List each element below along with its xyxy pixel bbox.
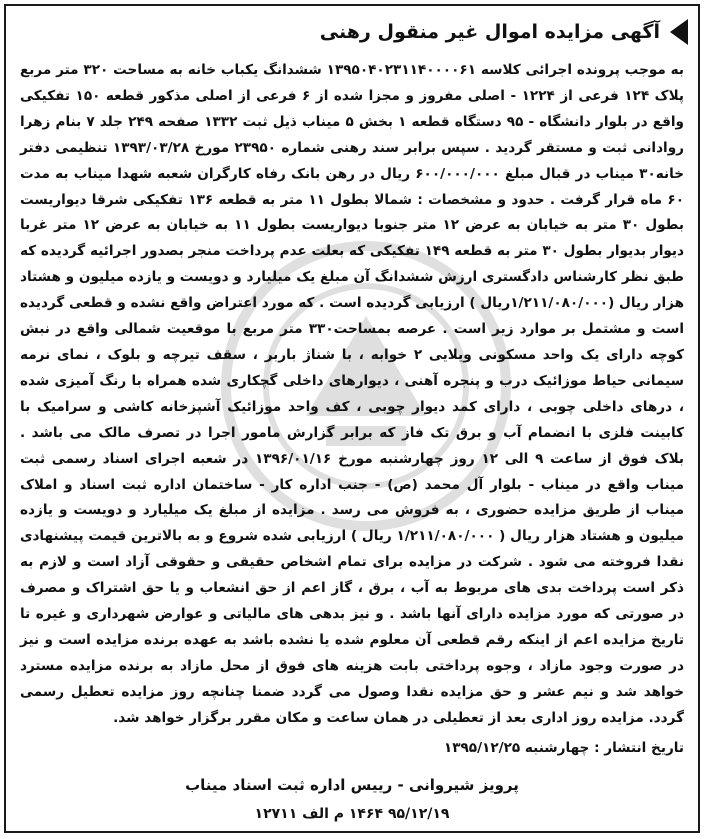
notice-title: آگهی مزایده اموال غیر منقول رهنی [319,21,660,43]
notice-body: به موجب پرونده اجرائی کلاسه ۱۳۹۵۰۴۰۲۳۱۱۴۰۰۰۰۶۱ ششدانگ یکباب خانه به مساحت ۳۲۰ متر مربع پلاک ۱۲۴ فرعی از ۱۲۲۴ - اصلی مفروز و مجزا شده از ۶ فرعی از اصلی مذکور قطعه ۱۵۰ تفکیکی واقع در بلوار دانشگاه - ۹۵ دستگاه قطعه ۱ بخش ۵ میناب ذیل ثبت ۱۳۳۲ صفحه ۲۴۹ جلد ۷ بنام زهرا روادانی ثبت و مستقر گردید . سپس برابر سند رهنی شماره ۲۳۹۵۰ مورخ ۱۳۹۳/۰۳/۲۸ تنظیمی دفتر خانه۳۰ میناب در قبال مبلغ ۶۰۰/۰۰۰/۰۰۰ ریال در رهن بانک رفاه کارگران شعبه شهدا میناب به مدت ۶۰ ماه قرار گرفت . حدود و مشخصات : شمالا بطول ۱۱ متر به قطعه ۱۳۶ تفکیکی شرقا دیواریست بطول ۳۰ متر به خیابان به عرض ۱۲ متر جنوبا دیواریست بطول ۱۱ به خیابان به عرض ۱۲ متر غربا دیوار بدیوار بطول ۳۰ متر به قطعه ۱۴۹ تفکیکی که بعلت عدم پرداخت منجر بصدور اجرائیه گردیده که طبق نظر کارشناس دادگستری ارزش ششدانگ آن مبلغ یک میلیارد و دویست و یازده میلیون و هشتاد هزار ریال (۱/۲۱۱/۰۸۰/۰۰۰ریال ) ارزیابی گردیده است . که مورد اعتراض واقع نشده و قطعی گردیده است و مشتمل بر موارد زیر است . عرصه بمساحت۳۳۰ متر مربع با موقعیت شمالی واقع در نبش کوچه دارای یک واحد مسکونی ویلایی ۲ خوابه ، با شناژ باربر ، سقف تیرچه و بلوک ، نمای نرمه سیمانی حیاط موزائیک درب و پنجره آهنی ، دیوارهای داخلی گچکاری شده همراه با رنگ آمیزی شده ، درهای داخلی چوبی ، دارای کمد دیوار چوبی ، کف واحد موزائیک آشپزخانه کاشی و سرامیک با کابینت فلزی با انضمام آب و برق تک فاز که برابر گزارش مامور اجرا در تصرف مالک می باشد . بلاک فوق از ساعت ۹ الی ۱۲ روز چهارشنبه مورخ ۱۳۹۶/۰۱/۱۶ در شعبه اجرای اسناد رسمی ثبت میناب واقع در میناب - بلوار آل محمد (ص) - جنب اداره کار - ساختمان اداره ثبت اسناد و املاک میناب از طریق مزایده حضوری ، به فروش می رسد . مزایده از مبلغ یک میلیارد و دویست و یازده میلیون و هشتاد هزار ریال ( ۱/۲۱۱/۰۸۰/۰۰۰ ریال ) ارزیابی شده شروع و به بالاترین قیمت پیشنهادی نقدا فروخته می شود . شرکت در مزایده برای تمام اشخاص حقیقی و حقوقی آزاد است و لازم به ذکر است پرداخت بدی های مربوط به آب ، برق ، گاز اعم از حق انشعاب و یا حق اشتراک و مصرف در صورتی که مورد مزایده دارای آنها باشد . و نیز بدهی های مالیاتی و عوارض شهرداری و غیره تا تاریخ مزایده اعم از اینکه رقم قطعی آن معلوم شده یا نشده باشد به عهده برنده مزایده است و نیز در صورت وجود مازاد ، وجوه پرداختی بابت هزینه های فوق از محل مازاد به برنده مزایده مسترد خواهد شد و نیم عشر و حق مزایده نقدا وصول می گردد ضمنا چنانچه روز مزایده تعطیل رسمی گردد. مزایده روز اداری بعد از تعطیلی در همان ساعت و مکان مقرر برگزار خواهد شد. [20,62,685,726]
reference-code: ۹۵/۱۲/۱۹ ۱۴۶۴ م الف ۱۲۷۱۱ [254,806,450,822]
notice-header [16,12,688,52]
arrow-left-icon [670,19,688,45]
notice-frame [4,4,700,833]
signature-line: پرویز شیروانی - رییس اداره ثبت اسناد میناب [185,776,519,794]
publication-date: تاریخ انتشار : چهارشنبه ۱۳۹۵/۱۲/۲۵ [443,740,684,756]
